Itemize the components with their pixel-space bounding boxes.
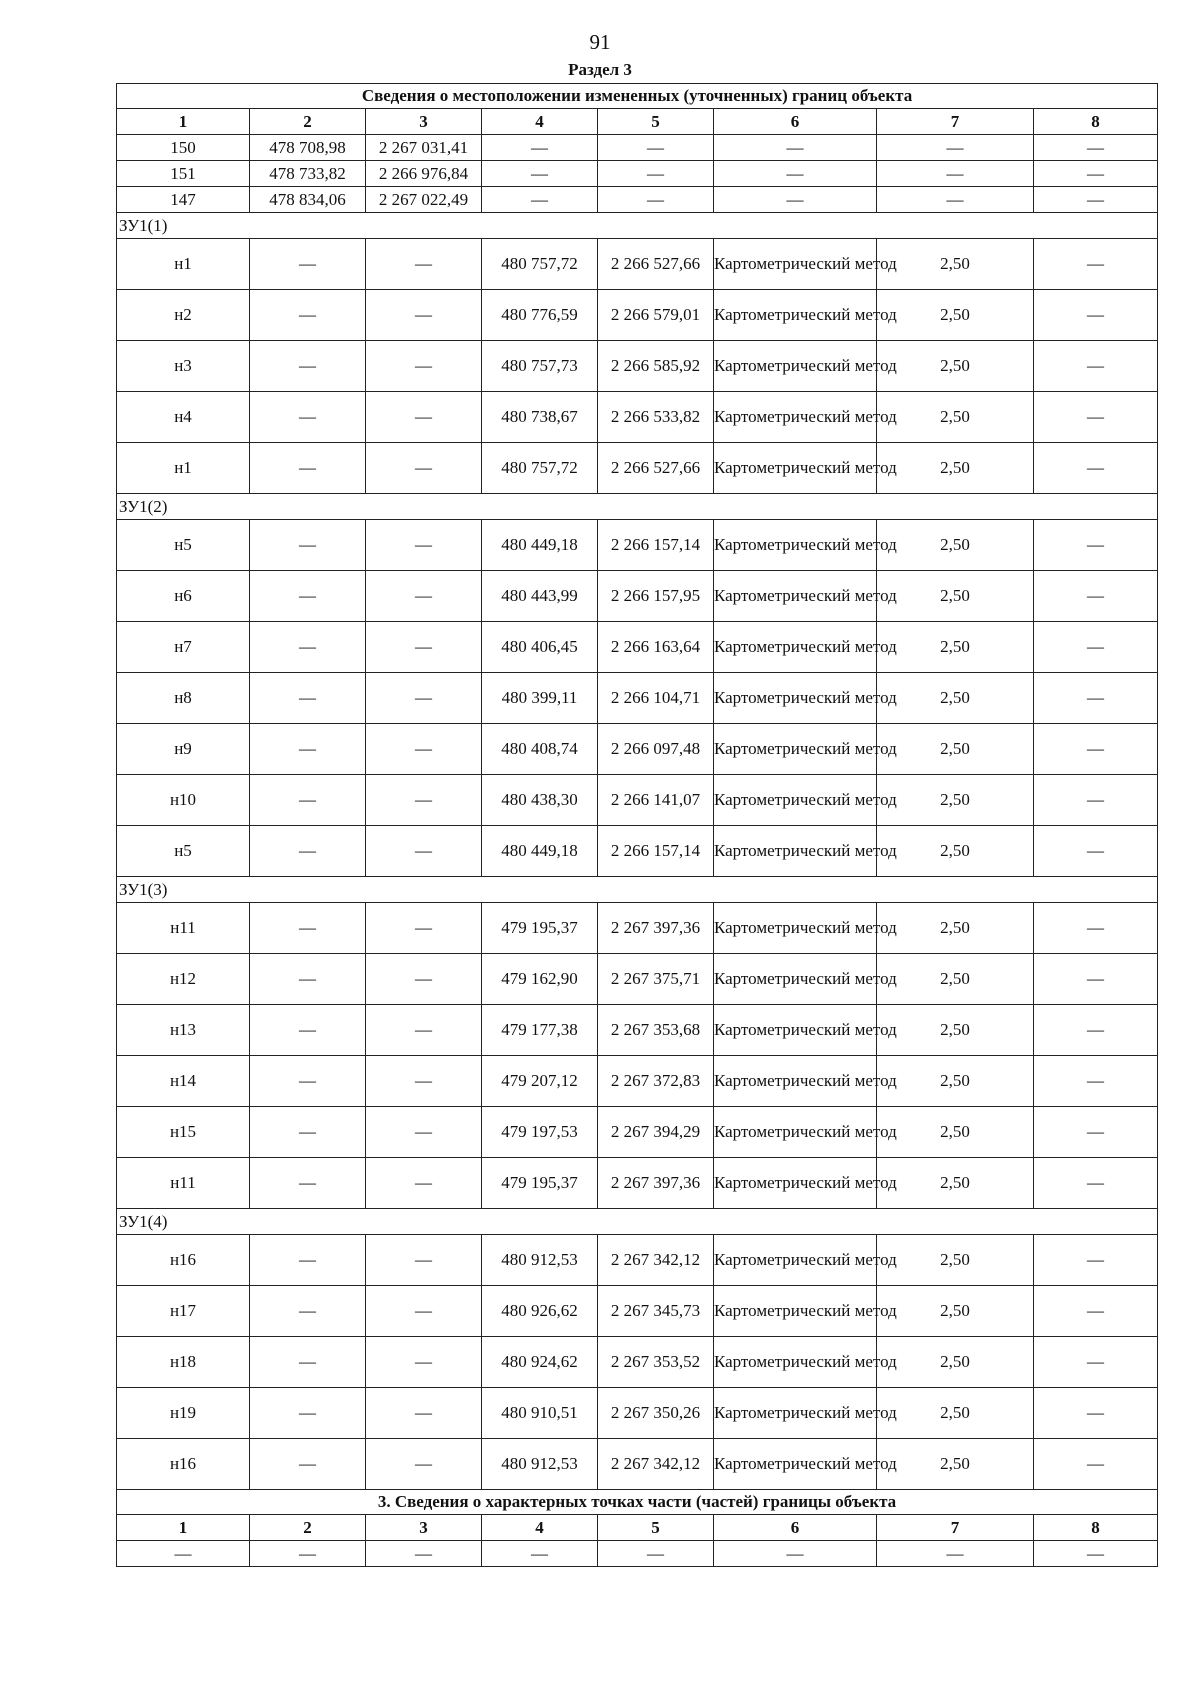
group-header-row: [117, 877, 1158, 903]
table-row: [117, 775, 1158, 826]
precision-cell: 2,50: [877, 341, 1034, 392]
coord-x-new: 479 195,37: [482, 1158, 598, 1209]
description-cell: —: [1034, 135, 1158, 161]
group-header-row: [117, 494, 1158, 520]
column-number: 7: [877, 109, 1034, 135]
coord-x-new: 480 443,99: [482, 571, 598, 622]
coord-x-old: —: [250, 392, 366, 443]
coord-x-old: —: [250, 520, 366, 571]
description-cell: —: [1034, 520, 1158, 571]
coord-y-new: 2 267 375,71: [598, 954, 714, 1005]
description-cell: —: [1034, 1541, 1158, 1567]
method-cell: —: [714, 161, 877, 187]
coord-x-new: 479 197,53: [482, 1107, 598, 1158]
table-row: [117, 1235, 1158, 1286]
coord-y-old: —: [366, 1056, 482, 1107]
boundary-points-table: [116, 83, 1158, 1567]
coord-x-old: 478 733,82: [250, 161, 366, 187]
coord-x-old: —: [250, 724, 366, 775]
method-cell: Картометрический метод: [714, 239, 877, 290]
precision-cell: 2,50: [877, 903, 1034, 954]
coord-x-old: 478 708,98: [250, 135, 366, 161]
precision-cell: 2,50: [877, 520, 1034, 571]
point-number: н1: [117, 239, 250, 290]
group-label: ЗУ1(4): [117, 1209, 1158, 1235]
coord-y-new: 2 266 533,82: [598, 392, 714, 443]
coord-x-old: —: [250, 1337, 366, 1388]
column-number: 5: [598, 109, 714, 135]
coord-x-new: 480 926,62: [482, 1286, 598, 1337]
coord-y-old: —: [366, 826, 482, 877]
coord-x-new: —: [482, 1541, 598, 1567]
coord-x-old: —: [250, 826, 366, 877]
coord-y-old: —: [366, 239, 482, 290]
method-cell: —: [714, 1541, 877, 1567]
point-number: 151: [117, 161, 250, 187]
coord-y-old: —: [366, 1005, 482, 1056]
page-number: 91: [589, 30, 611, 54]
column-number: 7: [877, 1515, 1034, 1541]
description-cell: —: [1034, 290, 1158, 341]
coord-x-old: —: [250, 443, 366, 494]
precision-cell: —: [877, 135, 1034, 161]
precision-cell: 2,50: [877, 1235, 1034, 1286]
method-cell: Картометрический метод: [714, 1056, 877, 1107]
description-cell: —: [1034, 1158, 1158, 1209]
precision-cell: 2,50: [877, 239, 1034, 290]
point-number: н5: [117, 520, 250, 571]
column-number: 2: [250, 1515, 366, 1541]
description-cell: —: [1034, 392, 1158, 443]
point-number: н2: [117, 290, 250, 341]
point-number: н1: [117, 443, 250, 494]
coord-y-old: —: [366, 903, 482, 954]
table-row: [117, 571, 1158, 622]
column-number: 1: [117, 109, 250, 135]
description-cell: —: [1034, 724, 1158, 775]
table-row: [117, 187, 1158, 213]
precision-cell: 2,50: [877, 1005, 1034, 1056]
coord-x-old: —: [250, 1158, 366, 1209]
point-number: н11: [117, 903, 250, 954]
coord-x-new: —: [482, 161, 598, 187]
coord-x-old: —: [250, 1005, 366, 1056]
description-cell: —: [1034, 673, 1158, 724]
precision-cell: 2,50: [877, 622, 1034, 673]
coord-y-new: 2 266 157,14: [598, 520, 714, 571]
coord-y-old: 2 266 976,84: [366, 161, 482, 187]
coord-x-old: —: [250, 1388, 366, 1439]
precision-cell: 2,50: [877, 724, 1034, 775]
description-cell: —: [1034, 622, 1158, 673]
point-number: н18: [117, 1337, 250, 1388]
coord-x-old: —: [250, 1286, 366, 1337]
coord-x-new: —: [482, 187, 598, 213]
table-row: [117, 1541, 1158, 1567]
table-row: [117, 1107, 1158, 1158]
table-row: [117, 1286, 1158, 1337]
method-cell: Картометрический метод: [714, 775, 877, 826]
point-number: н19: [117, 1388, 250, 1439]
coord-y-old: —: [366, 392, 482, 443]
method-cell: Картометрический метод: [714, 392, 877, 443]
point-number: н17: [117, 1286, 250, 1337]
coord-x-new: 479 177,38: [482, 1005, 598, 1056]
precision-cell: 2,50: [877, 775, 1034, 826]
description-cell: —: [1034, 341, 1158, 392]
coord-x-old: —: [250, 775, 366, 826]
column-number: 6: [714, 1515, 877, 1541]
column-number: 3: [366, 109, 482, 135]
method-cell: —: [714, 135, 877, 161]
column-number: 8: [1034, 109, 1158, 135]
method-cell: Картометрический метод: [714, 673, 877, 724]
coord-x-new: 480 757,73: [482, 341, 598, 392]
coord-x-new: 480 449,18: [482, 826, 598, 877]
coord-y-old: —: [366, 1388, 482, 1439]
coord-y-new: 2 267 353,68: [598, 1005, 714, 1056]
coord-x-new: 480 738,67: [482, 392, 598, 443]
precision-cell: 2,50: [877, 826, 1034, 877]
coord-y-new: 2 266 579,01: [598, 290, 714, 341]
coord-x-new: 479 207,12: [482, 1056, 598, 1107]
coord-y-old: 2 267 031,41: [366, 135, 482, 161]
point-number: н7: [117, 622, 250, 673]
coord-y-old: —: [366, 341, 482, 392]
point-number: н16: [117, 1439, 250, 1490]
coord-y-new: 2 266 527,66: [598, 443, 714, 494]
coord-y-new: 2 267 350,26: [598, 1388, 714, 1439]
coord-x-new: 480 776,59: [482, 290, 598, 341]
coord-y-new: 2 266 585,92: [598, 341, 714, 392]
precision-cell: —: [877, 187, 1034, 213]
coord-y-new: 2 267 397,36: [598, 903, 714, 954]
coord-x-new: 480 408,74: [482, 724, 598, 775]
method-cell: Картометрический метод: [714, 443, 877, 494]
coord-x-new: 480 924,62: [482, 1337, 598, 1388]
table-row: [117, 290, 1158, 341]
table-row: [117, 724, 1158, 775]
coord-x-old: —: [250, 1056, 366, 1107]
table-row: [117, 341, 1158, 392]
table2-column-number-row: [117, 1515, 1158, 1541]
description-cell: —: [1034, 187, 1158, 213]
method-cell: Картометрический метод: [714, 724, 877, 775]
coord-x-new: 480 406,45: [482, 622, 598, 673]
point-number: н13: [117, 1005, 250, 1056]
point-number: н14: [117, 1056, 250, 1107]
coord-x-new: 480 399,11: [482, 673, 598, 724]
coord-y-new: 2 267 394,29: [598, 1107, 714, 1158]
table-row: [117, 1388, 1158, 1439]
table-row: [117, 622, 1158, 673]
precision-cell: 2,50: [877, 392, 1034, 443]
method-cell: Картометрический метод: [714, 1107, 877, 1158]
table-row: [117, 1337, 1158, 1388]
table-row: [117, 392, 1158, 443]
coord-y-new: —: [598, 187, 714, 213]
coord-x-old: —: [250, 903, 366, 954]
column-number: 8: [1034, 1515, 1158, 1541]
coord-x-new: 480 910,51: [482, 1388, 598, 1439]
coord-y-old: —: [366, 622, 482, 673]
table-row: [117, 1439, 1158, 1490]
method-cell: Картометрический метод: [714, 1439, 877, 1490]
coord-y-new: 2 267 397,36: [598, 1158, 714, 1209]
point-number: н8: [117, 673, 250, 724]
method-cell: —: [714, 187, 877, 213]
coord-y-new: 2 267 345,73: [598, 1286, 714, 1337]
precision-cell: 2,50: [877, 954, 1034, 1005]
column-number: 4: [482, 1515, 598, 1541]
table-title: Сведения о местоположении измененных (уточненных) границ объекта: [117, 84, 1158, 109]
group-label: ЗУ1(3): [117, 877, 1158, 903]
method-cell: Картометрический метод: [714, 1235, 877, 1286]
coord-y-new: 2 267 353,52: [598, 1337, 714, 1388]
coord-y-new: 2 266 163,64: [598, 622, 714, 673]
precision-cell: 2,50: [877, 1388, 1034, 1439]
point-number: н6: [117, 571, 250, 622]
column-number: 4: [482, 109, 598, 135]
description-cell: —: [1034, 571, 1158, 622]
coord-y-old: —: [366, 1235, 482, 1286]
method-cell: Картометрический метод: [714, 903, 877, 954]
coord-x-old: —: [250, 571, 366, 622]
column-number: 2: [250, 109, 366, 135]
description-cell: —: [1034, 1056, 1158, 1107]
precision-cell: —: [877, 1541, 1034, 1567]
coord-y-old: —: [366, 954, 482, 1005]
table-row: [117, 239, 1158, 290]
coord-x-old: 478 834,06: [250, 187, 366, 213]
coord-y-old: —: [366, 775, 482, 826]
coord-x-new: 480 912,53: [482, 1439, 598, 1490]
group-label: ЗУ1(1): [117, 213, 1158, 239]
point-number: н9: [117, 724, 250, 775]
point-number: н3: [117, 341, 250, 392]
description-cell: —: [1034, 1235, 1158, 1286]
table-row: [117, 826, 1158, 877]
coord-x-old: —: [250, 1235, 366, 1286]
method-cell: Картометрический метод: [714, 290, 877, 341]
coord-y-new: 2 266 157,14: [598, 826, 714, 877]
point-number: 150: [117, 135, 250, 161]
point-number: н5: [117, 826, 250, 877]
table2-title-row: [117, 1490, 1158, 1515]
description-cell: —: [1034, 954, 1158, 1005]
group-header-row: [117, 1209, 1158, 1235]
description-cell: —: [1034, 1337, 1158, 1388]
point-number: н12: [117, 954, 250, 1005]
description-cell: —: [1034, 1286, 1158, 1337]
method-cell: Картометрический метод: [714, 571, 877, 622]
coord-x-old: —: [250, 1107, 366, 1158]
description-cell: —: [1034, 775, 1158, 826]
precision-cell: 2,50: [877, 1056, 1034, 1107]
coord-y-old: —: [366, 1286, 482, 1337]
coord-y-new: 2 267 342,12: [598, 1439, 714, 1490]
column-number: 5: [598, 1515, 714, 1541]
method-cell: Картометрический метод: [714, 520, 877, 571]
coord-y-new: 2 266 104,71: [598, 673, 714, 724]
coord-y-old: —: [366, 290, 482, 341]
coord-y-new: —: [598, 161, 714, 187]
group-label: ЗУ1(2): [117, 494, 1158, 520]
coord-y-old: —: [366, 443, 482, 494]
coord-y-old: —: [366, 1158, 482, 1209]
method-cell: Картометрический метод: [714, 1005, 877, 1056]
description-cell: —: [1034, 239, 1158, 290]
table-row: [117, 673, 1158, 724]
point-number: н10: [117, 775, 250, 826]
column-number: 6: [714, 109, 877, 135]
coord-x-new: 479 162,90: [482, 954, 598, 1005]
method-cell: Картометрический метод: [714, 1337, 877, 1388]
column-number: 1: [117, 1515, 250, 1541]
coord-x-new: 480 438,30: [482, 775, 598, 826]
coord-y-new: 2 267 342,12: [598, 1235, 714, 1286]
coord-y-old: —: [366, 571, 482, 622]
coord-x-new: 479 195,37: [482, 903, 598, 954]
precision-cell: 2,50: [877, 1337, 1034, 1388]
coord-y-old: —: [366, 520, 482, 571]
point-number: н11: [117, 1158, 250, 1209]
point-number: н16: [117, 1235, 250, 1286]
coord-y-old: —: [366, 673, 482, 724]
description-cell: —: [1034, 443, 1158, 494]
method-cell: Картометрический метод: [714, 341, 877, 392]
description-cell: —: [1034, 1107, 1158, 1158]
table-row: [117, 1005, 1158, 1056]
coord-x-old: —: [250, 673, 366, 724]
method-cell: Картометрический метод: [714, 1286, 877, 1337]
precision-cell: 2,50: [877, 443, 1034, 494]
coord-y-old: —: [366, 1541, 482, 1567]
coord-y-new: 2 267 372,83: [598, 1056, 714, 1107]
coord-x-new: 480 912,53: [482, 1235, 598, 1286]
coord-y-new: 2 266 097,48: [598, 724, 714, 775]
precision-cell: 2,50: [877, 571, 1034, 622]
coord-x-old: —: [250, 290, 366, 341]
table-row: [117, 443, 1158, 494]
coord-y-old: —: [366, 1107, 482, 1158]
method-cell: Картометрический метод: [714, 1388, 877, 1439]
table2-title: 3. Сведения о характерных точках части (частей) границы объекта: [117, 1490, 1158, 1515]
method-cell: Картометрический метод: [714, 622, 877, 673]
point-number: н15: [117, 1107, 250, 1158]
table-body: [117, 84, 1158, 1567]
precision-cell: 2,50: [877, 673, 1034, 724]
coord-y-old: —: [366, 1439, 482, 1490]
point-number: 147: [117, 187, 250, 213]
description-cell: —: [1034, 903, 1158, 954]
coord-y-old: —: [366, 724, 482, 775]
point-number: —: [117, 1541, 250, 1567]
table-row: [117, 1158, 1158, 1209]
coord-y-old: 2 267 022,49: [366, 187, 482, 213]
column-number-row: [117, 109, 1158, 135]
description-cell: —: [1034, 1439, 1158, 1490]
coord-x-old: —: [250, 239, 366, 290]
coord-y-new: —: [598, 135, 714, 161]
precision-cell: 2,50: [877, 290, 1034, 341]
method-cell: Картометрический метод: [714, 954, 877, 1005]
precision-cell: 2,50: [877, 1158, 1034, 1209]
precision-cell: 2,50: [877, 1439, 1034, 1490]
coord-x-new: 480 757,72: [482, 239, 598, 290]
section-title: Раздел 3: [568, 60, 632, 79]
coord-x-new: 480 757,72: [482, 443, 598, 494]
precision-cell: 2,50: [877, 1107, 1034, 1158]
table-row: [117, 903, 1158, 954]
method-cell: Картометрический метод: [714, 1158, 877, 1209]
precision-cell: 2,50: [877, 1286, 1034, 1337]
coord-y-new: 2 266 141,07: [598, 775, 714, 826]
table-row: [117, 135, 1158, 161]
coord-x-old: —: [250, 954, 366, 1005]
description-cell: —: [1034, 826, 1158, 877]
coord-y-new: 2 266 527,66: [598, 239, 714, 290]
point-number: н4: [117, 392, 250, 443]
method-cell: Картометрический метод: [714, 826, 877, 877]
coord-x-old: —: [250, 1541, 366, 1567]
coord-y-old: —: [366, 1337, 482, 1388]
table-row: [117, 520, 1158, 571]
precision-cell: —: [877, 161, 1034, 187]
table-row: [117, 1056, 1158, 1107]
coord-y-new: 2 266 157,95: [598, 571, 714, 622]
description-cell: —: [1034, 161, 1158, 187]
table-row: [117, 954, 1158, 1005]
coord-x-old: —: [250, 1439, 366, 1490]
column-number: 3: [366, 1515, 482, 1541]
group-header-row: [117, 213, 1158, 239]
coord-x-new: —: [482, 135, 598, 161]
coord-y-new: —: [598, 1541, 714, 1567]
description-cell: —: [1034, 1388, 1158, 1439]
coord-x-old: —: [250, 622, 366, 673]
coord-x-new: 480 449,18: [482, 520, 598, 571]
table-row: [117, 161, 1158, 187]
coord-x-old: —: [250, 341, 366, 392]
description-cell: —: [1034, 1005, 1158, 1056]
